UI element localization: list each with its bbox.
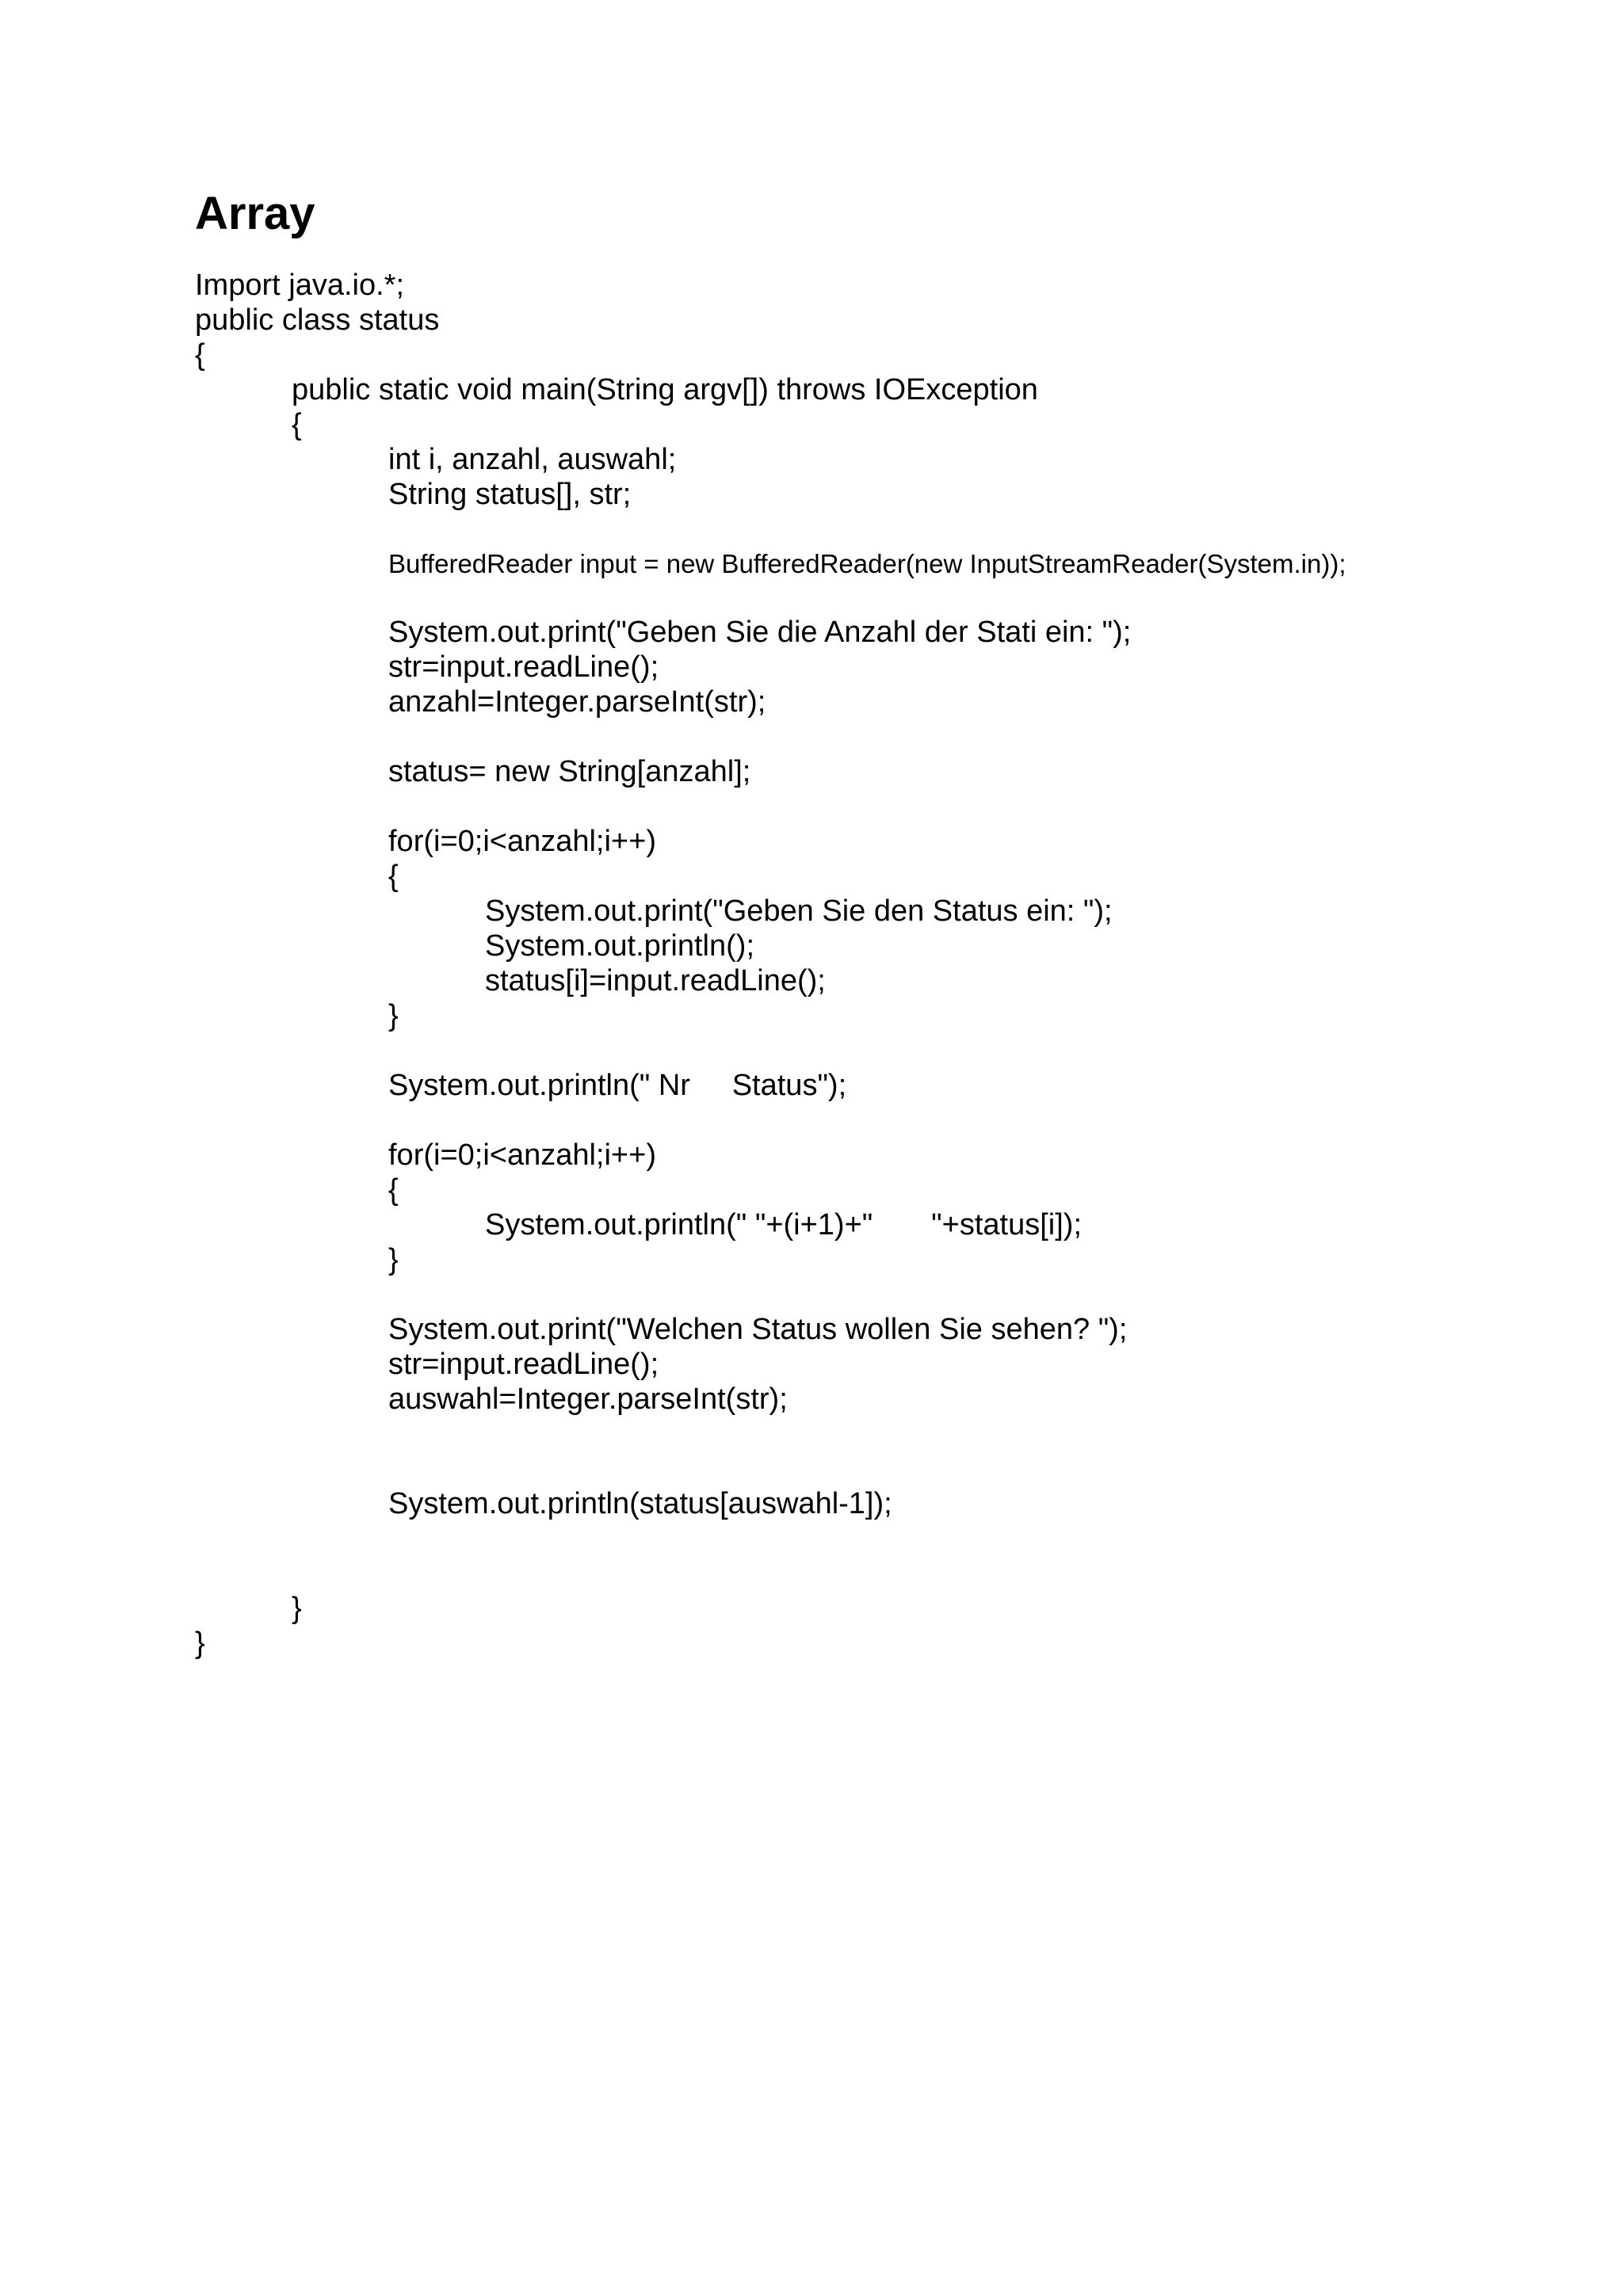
code-line: { — [195, 338, 205, 372]
code-line: auswahl=Integer.parseInt(str); — [388, 1383, 788, 1416]
code-line: Import java.io.*; — [195, 269, 404, 302]
code-line: { — [292, 408, 302, 441]
code-line: anzahl=Integer.parseInt(str); — [388, 685, 766, 719]
code-line: status= new String[anzahl]; — [388, 755, 751, 788]
code-line: System.out.println(status[auswahl-1]); — [388, 1487, 892, 1520]
code-line: System.out.println(" "+(i+1)+" "+status[i]); — [485, 1208, 1083, 1241]
code-line: System.out.println(); — [485, 929, 754, 963]
code-line: for(i=0;i<anzahl;i++) — [388, 825, 656, 858]
code-line: System.out.print("Geben Sie den Status ein: "); — [485, 894, 1113, 928]
code-line: BufferedReader input = new BufferedReader(new InputStreamReader(System.in)); — [388, 549, 1346, 578]
document-title: Array — [195, 188, 315, 239]
code-line: } — [292, 1592, 302, 1625]
code-line: public static void main(String argv[]) throws IOException — [292, 373, 1038, 406]
code-line: } — [388, 999, 399, 1032]
code-line: str=input.readLine(); — [388, 1348, 659, 1381]
code-line: } — [195, 1627, 205, 1660]
code-line: for(i=0;i<anzahl;i++) — [388, 1138, 656, 1172]
code-line: public class status — [195, 303, 440, 337]
code-line: String status[], str; — [388, 478, 632, 511]
code-line: } — [388, 1243, 399, 1276]
code-line: { — [388, 1173, 399, 1207]
code-line: str=input.readLine(); — [388, 650, 659, 684]
code-line: { — [388, 860, 399, 893]
code-line: System.out.println(" Nr Status"); — [388, 1069, 847, 1102]
code-line: int i, anzahl, auswahl; — [388, 443, 677, 476]
code-line: System.out.print("Geben Sie die Anzahl der Stati ein: "); — [388, 616, 1132, 649]
code-line: status[i]=input.readLine(); — [485, 964, 826, 997]
code-line: System.out.print("Welchen Status wollen Sie sehen? "); — [388, 1313, 1128, 1346]
